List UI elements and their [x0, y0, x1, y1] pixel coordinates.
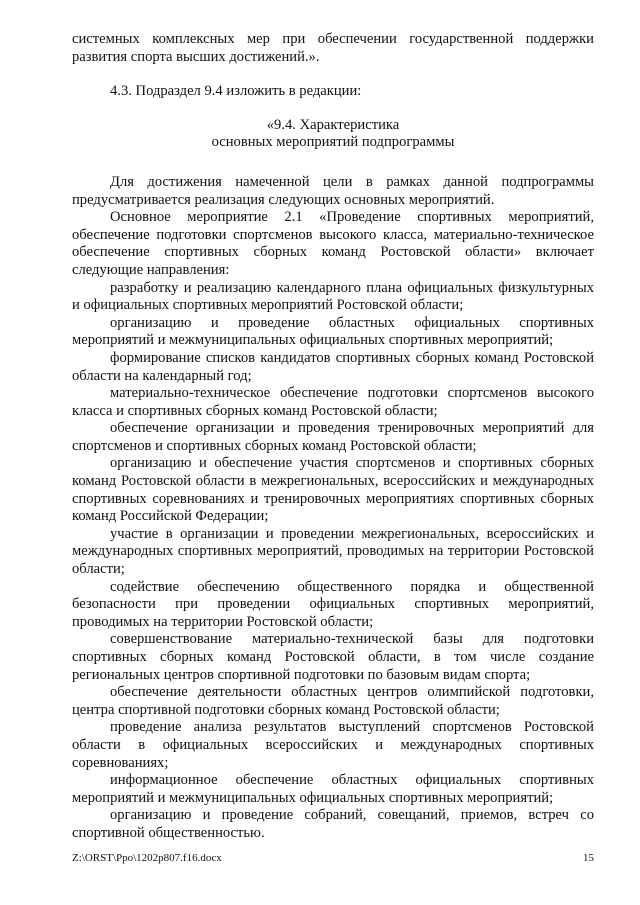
list-item: организацию и обеспечение участия спортсменов и спортивных сборных команд Ростовской области в межрегиональных, всероссийских и международных спортивных соревнованиях и тренировочных мероприятиях спортивных сборных команд Российской Федерации; [72, 455, 594, 525]
section-heading [72, 117, 594, 152]
list-item: разработку и реализацию календарного плана официальных физкультурных и официальных спортивных мероприятий Ростовской области; [72, 279, 594, 314]
page-number: 15 [583, 852, 594, 864]
list-item: проведение анализа результатов выступлений спортсменов Ростовской области в официальных всероссийских и международных спортивных соревнованиях; [72, 719, 594, 771]
list-item: организацию и проведение областных официальных спортивных мероприятий и межмуниципальных официальных спортивных мероприятий; [72, 314, 594, 349]
file-path: Z:\ORST\Ppo\1202p807.f16.docx [72, 852, 222, 864]
heading-line-2: основных мероприятий подпрограммы [211, 134, 455, 151]
paragraph: Для достижения намеченной цели в рамках данной подпрограммы предусматривается реализация следующих основных мероприятий. [72, 173, 594, 208]
list-item: материально-техническое обеспечение подготовки спортсменов высокого класса и спортивных сборных команд Ростовской области; [72, 385, 594, 419]
heading-line-1: «9.4. Характеристика [266, 116, 400, 133]
list-item: информационное обеспечение областных официальных спортивных мероприятий и межмуниципальных официальных спортивных мероприятий; [72, 772, 594, 806]
list-item: организацию и проведение собраний, совещаний, приемов, встреч со спортивной общественностью. [72, 807, 594, 841]
paragraph: Основное мероприятие 2.1 «Проведение спортивных мероприятий, обеспечение подготовки спортсменов высокого класса, материально-техническое обеспечение спортивных сборных команд Ростовской области» включает следующие направления: [72, 209, 594, 278]
list-item: содействие обеспечению общественного порядка и общественной безопасности при проведении официальных спортивных мероприятий, проводимых на территории Ростовской области; [72, 578, 594, 630]
document-body [72, 31, 594, 843]
subsection-text: 4.3. Подраздел 9.4 изложить в редакции: [110, 83, 362, 100]
list-item: формирование списков кандидатов спортивных сборных команд Ростовской области на календарный год; [72, 349, 594, 384]
intro-text: системных комплексных мер при обеспечении государственной поддержки развития спорта высших достижений.». [72, 31, 594, 65]
list-item: участие в организации и проведении межрегиональных, всероссийских и международных спортивных мероприятий, проводимых на территории Ростовской области; [72, 525, 594, 578]
list-item: совершенствование материально-технической базы для подготовки спортивных сборных команд Ростовской области, в том числе создание региональных центров спортивной подготовки по базовым видам спорта; [72, 631, 594, 683]
list-item: обеспечение деятельности областных центров олимпийской подготовки, центра спортивной подготовки сборных команд Ростовской области; [72, 684, 594, 718]
list-item: обеспечение организации и проведения тренировочных мероприятий для спортсменов и спортивных сборных команд Ростовской области; [72, 420, 594, 454]
